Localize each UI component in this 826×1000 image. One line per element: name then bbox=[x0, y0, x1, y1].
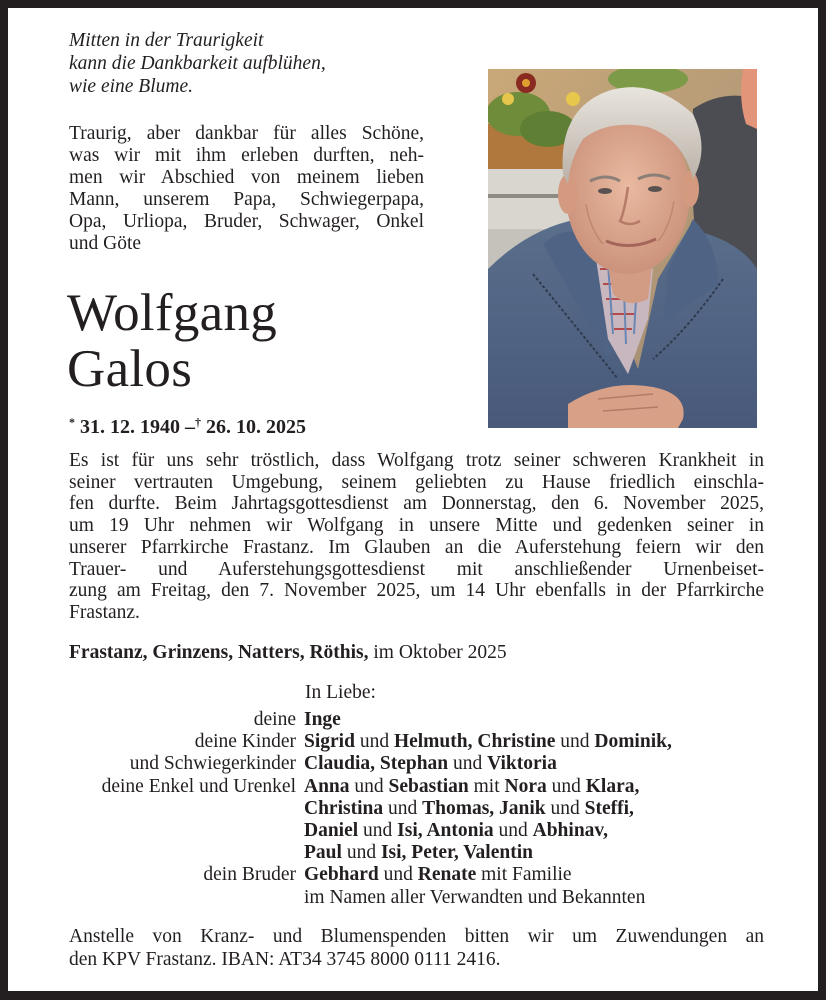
connector-text: und bbox=[341, 842, 381, 864]
death-date: 26. 10. 2025 bbox=[206, 416, 306, 438]
mourner-name: Paul bbox=[304, 842, 342, 864]
mourner-row bbox=[8, 887, 672, 909]
intro-line: was wir mit ihm erleben durften, neh- bbox=[69, 145, 424, 166]
connector-text: und bbox=[555, 731, 595, 753]
mourner-row bbox=[8, 731, 672, 753]
intro-line: Mann, unserem Papa, Schwiegerpapa, bbox=[69, 189, 424, 210]
body-line: Frastanz. bbox=[69, 601, 140, 623]
relation-label: und Schwiegerkinder bbox=[129, 753, 296, 775]
mourner-name: Renate bbox=[417, 864, 477, 886]
mourner-name: Klara, bbox=[585, 775, 640, 797]
mourner-names bbox=[304, 887, 645, 909]
mourner-name: Sebastian bbox=[388, 775, 469, 797]
relation-label bbox=[8, 842, 304, 864]
mourner-names bbox=[304, 864, 572, 886]
intro-line: men wir Abschied von meinem lieben bbox=[69, 167, 424, 188]
relation-label: deine bbox=[253, 709, 296, 730]
motto-line: Mitten in der Traurigkeit bbox=[69, 30, 264, 51]
last-name: Galos bbox=[67, 340, 193, 398]
body-line: Es ist für uns sehr tröstlich, dass Wolfgang trotz seiner schweren Krankheit in bbox=[69, 450, 764, 471]
mourner-row bbox=[8, 709, 672, 731]
intro-paragraph bbox=[69, 123, 424, 255]
connector-text: und bbox=[545, 797, 585, 819]
mourner-row bbox=[8, 798, 672, 820]
mourner-name: Inge bbox=[304, 709, 341, 730]
mourner-row bbox=[8, 820, 672, 842]
body-line: seiner vertrauten Umgebung, seinem geliebten zu Hause friedlich einschla- bbox=[69, 471, 764, 493]
relation-label: deine Enkel und Urenkel bbox=[101, 775, 296, 797]
mourner-names bbox=[304, 731, 672, 753]
intro-line: Opa, Urliopa, Bruder, Schwager, Onkel bbox=[69, 211, 424, 232]
mourner-name: Isi, Peter, Valentin bbox=[380, 842, 533, 864]
body-line: um 19 Uhr nehmen wir Wolfgang in unsere Mitte und gedenken seiner in bbox=[69, 515, 764, 537]
mourner-name: Isi, Antonia bbox=[397, 820, 494, 842]
motto-line: wie eine Blume. bbox=[69, 76, 193, 97]
mourner-names bbox=[304, 820, 608, 842]
mourner-names bbox=[304, 776, 639, 798]
deceased-name bbox=[67, 285, 277, 397]
portrait-image bbox=[488, 69, 757, 428]
places: Frastanz, Grinzens, Natters, Röthis, bbox=[69, 642, 369, 663]
mourner-row bbox=[8, 864, 672, 886]
body-line: fen durfte. Beim Jahrtagsgottesdienst am Donnerstag, den 6. November 2025, bbox=[69, 493, 764, 515]
mourner-name: Claudia, Stephan bbox=[304, 753, 449, 775]
mourners-list bbox=[8, 709, 672, 909]
mourner-name: Christina bbox=[304, 797, 384, 819]
intro-line: Traurig, aber dankbar für alles Schöne, bbox=[69, 123, 424, 144]
motto-quote bbox=[69, 29, 469, 98]
body-line: zung am Freitag, den 7. November 2025, um 14 Uhr ebenfalls in der Pfarrkirche bbox=[69, 580, 764, 602]
life-dates bbox=[69, 410, 306, 439]
mourner-names bbox=[304, 753, 557, 775]
relation-label bbox=[8, 798, 304, 820]
connector-text: im Namen aller Verwandten und Bekannten bbox=[304, 886, 646, 908]
relation-label: dein Bruder bbox=[203, 864, 296, 886]
footer-line: den KPV Frastanz. IBAN: AT34 3745 8000 0111 2416. bbox=[69, 949, 501, 970]
mourner-name: Gebhard bbox=[304, 864, 379, 886]
mourner-row bbox=[8, 753, 672, 775]
connector-text: und bbox=[546, 775, 586, 797]
mourner-name: Anna bbox=[304, 775, 350, 797]
connector-text: und bbox=[354, 731, 394, 753]
in-liebe-heading: In Liebe: bbox=[305, 682, 376, 703]
mourner-name: Viktoria bbox=[487, 753, 557, 775]
intro-line: und Göte bbox=[69, 233, 142, 254]
donation-note bbox=[69, 925, 764, 971]
month-year: im Oktober 2025 bbox=[368, 642, 507, 663]
mourner-names bbox=[304, 798, 634, 820]
body-line: Trauer- und Auferstehungsgottesdienst mit anschließender Urnenbeiset- bbox=[69, 558, 764, 580]
mourner-row bbox=[8, 776, 672, 798]
mourner-name: Steffi, bbox=[584, 797, 634, 819]
connector-text: und bbox=[448, 753, 488, 775]
connector-text: mit Familie bbox=[476, 864, 572, 886]
relation-label: deine Kinder bbox=[194, 731, 296, 753]
connector-text: und bbox=[349, 775, 389, 797]
connector-text: und bbox=[493, 820, 533, 842]
birth-date: 31. 12. 1940 bbox=[80, 416, 180, 438]
mourner-row bbox=[8, 842, 672, 864]
mourner-names bbox=[304, 709, 341, 731]
motto-line: kann die Dankbarkeit aufblühen, bbox=[69, 53, 326, 74]
portrait-photo bbox=[488, 69, 757, 428]
footer-line: Anstelle von Kranz- und Blumenspenden bitten wir um Zuwendungen an bbox=[69, 926, 764, 947]
connector-text: und bbox=[378, 864, 418, 886]
mourner-name: Nora bbox=[504, 775, 547, 797]
connector-text: mit bbox=[468, 775, 505, 797]
announcement-paragraph bbox=[69, 450, 764, 624]
obituary-page bbox=[8, 8, 818, 991]
body-line: unserer Pfarrkirche Frastanz. Im Glauben an die Auferstehung feiern wir den bbox=[69, 536, 764, 558]
mourner-name: Helmuth, Christine bbox=[393, 731, 556, 753]
date-separator: – bbox=[185, 416, 195, 438]
mourner-name: Daniel bbox=[304, 820, 359, 842]
mourner-name: Abhinav, bbox=[532, 820, 608, 842]
mourner-names bbox=[304, 842, 533, 864]
connector-text: und bbox=[383, 797, 423, 819]
first-name: Wolfgang bbox=[67, 284, 278, 342]
relation-label bbox=[8, 820, 304, 842]
place-date-line bbox=[69, 641, 507, 665]
mourner-name: Sigrid bbox=[304, 731, 355, 753]
connector-text: und bbox=[358, 820, 398, 842]
death-symbol: † bbox=[195, 415, 201, 429]
mourner-name: Thomas, Janik bbox=[422, 797, 546, 819]
relation-label bbox=[8, 887, 304, 909]
birth-symbol: * bbox=[69, 415, 75, 429]
mourner-name: Dominik, bbox=[594, 731, 672, 753]
